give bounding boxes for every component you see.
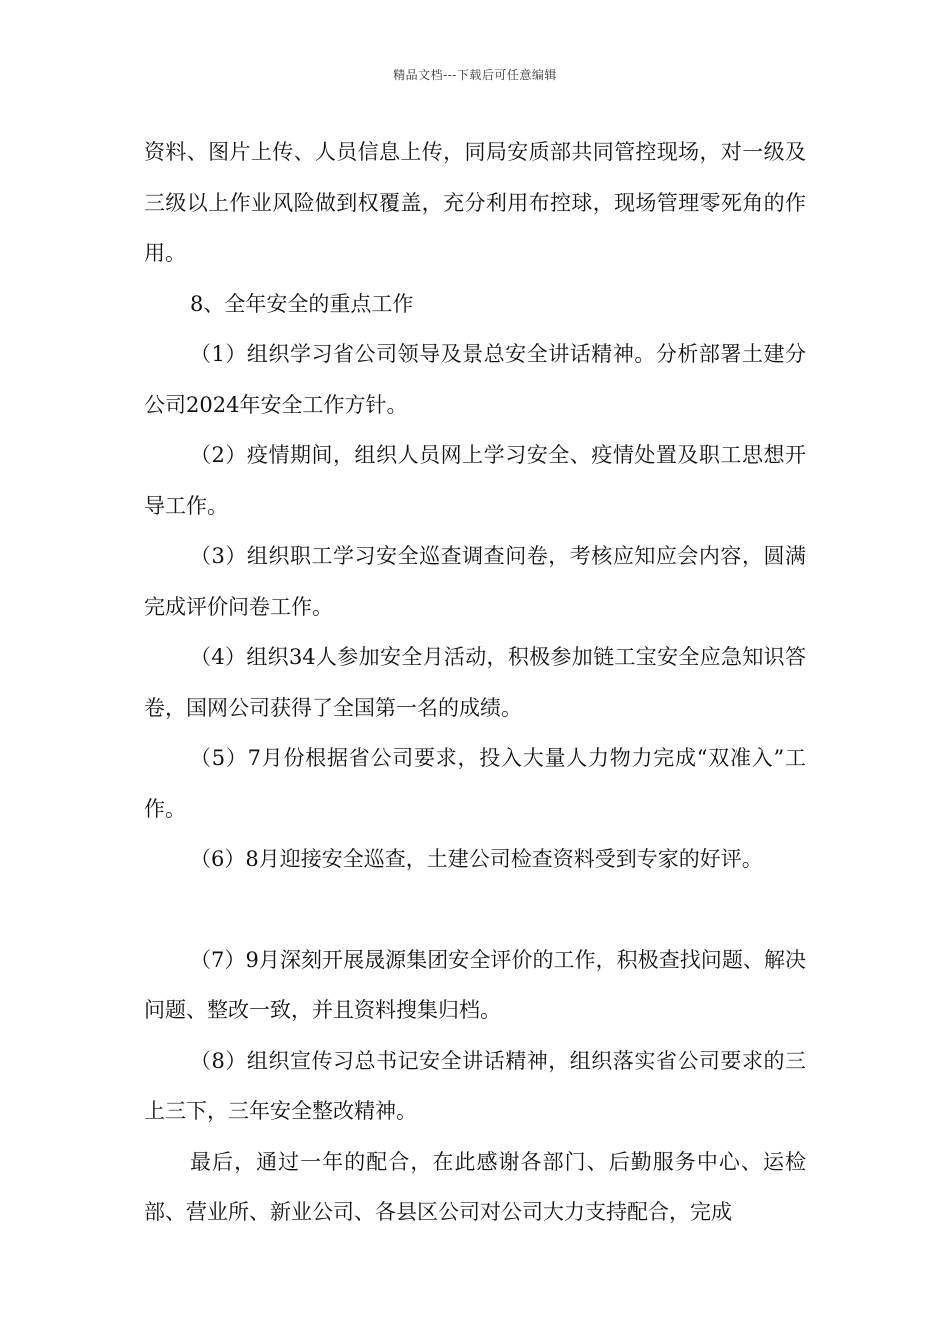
list-item: （5）7月份根据省公司要求，投入大量人力物力完成“双准入”工作。 [144, 746, 806, 821]
list-item: （7）9月深刻开展晟源集团安全评价的工作，积极查找问题、解决问题、整改一致，并且资料搜集归档。 [144, 947, 806, 1022]
page-header: 精品文档---下载后可任意编辑 [393, 68, 557, 82]
document-body [144, 127, 806, 1238]
blank-line [144, 885, 806, 935]
list-item: （2）疫情期间，组织人员网上学习安全、疫情处置及职工思想开导工作。 [144, 443, 806, 518]
closing-paragraph: 最后，通过一年的配合，在此感谢各部门、后勤服务中心、运检部、营业所、新业公司、各县区公司对公司大力支持配合，完成 [144, 1149, 806, 1224]
list-item: （3）组织职工学习安全巡查调查问卷，考核应知应会内容，圆满完成评价问卷工作。 [144, 544, 806, 619]
list-item: （8）组织宣传习总书记安全讲话精神，组织落实省公司要求的三上三下，三年安全整改精神。 [144, 1048, 806, 1123]
list-item: （4）组织34人参加安全月活动，积极参加链工宝安全应急知识答卷，国网公司获得了全国第一名的成绩。 [144, 645, 806, 720]
list-item: （1）组织学习省公司领导及景总安全讲话精神。分析部署土建分公司2024年安全工作方针。 [144, 342, 806, 417]
list-item: （6）8月迎接安全巡查，土建公司检查资料受到专家的好评。 [190, 847, 763, 871]
section-heading: 8、全年安全的重点工作 [190, 291, 414, 316]
paragraph: 资料、图片上传、人员信息上传，同局安质部共同管控现场，对一级及三级以上作业风险做到权覆盖，充分利用布控球，现场管理零死角的作用。 [144, 140, 806, 265]
